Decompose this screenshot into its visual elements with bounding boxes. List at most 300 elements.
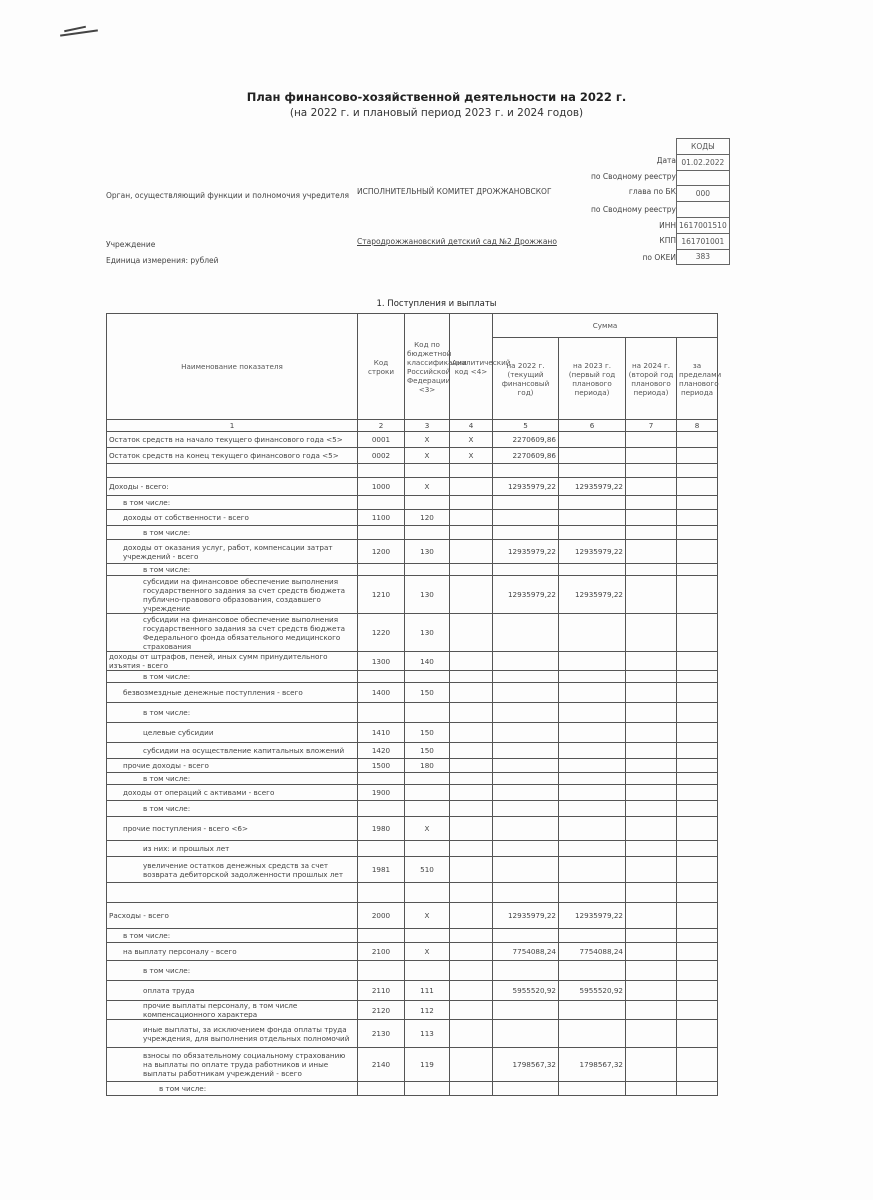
row-value-2022 [493, 785, 559, 801]
organ-value: ИСПОЛНИТЕЛЬНЫЙ КОМИТЕТ ДРОЖЖАНОВСКОГ [357, 187, 552, 196]
row-kbk [405, 801, 450, 817]
table-row [107, 773, 718, 785]
code-date: 01.02.2022 [677, 154, 730, 170]
table-row [107, 1020, 718, 1048]
row-name: в том числе: [107, 801, 358, 817]
row-code: 2100 [358, 943, 405, 961]
table-row [107, 841, 718, 857]
row-code: 1100 [358, 510, 405, 526]
institution-label: Учреждение [106, 240, 156, 249]
row-kbk [405, 526, 450, 540]
section-title: 1. Поступления и выплаты [376, 299, 497, 309]
table-row [107, 614, 718, 652]
row-name: Остаток средств на конец текущего финансового года <5> [107, 448, 358, 464]
institution-value: Стародрожжановский детский сад №2 Дрожжано [357, 237, 557, 246]
row-kbk: 150 [405, 743, 450, 759]
row-value-2024 [626, 540, 677, 564]
row-value-2024 [626, 785, 677, 801]
row-value-2022 [493, 1001, 559, 1020]
row-value-2024 [626, 703, 677, 723]
row-name: доходы от операций с активами - всего [107, 785, 358, 801]
row-value-2022 [493, 496, 559, 510]
row-value-2022 [493, 510, 559, 526]
row-code: 1981 [358, 857, 405, 883]
row-code: 0001 [358, 432, 405, 448]
row-analytic: X [450, 432, 493, 448]
table-row [107, 883, 718, 903]
column-number: 8 [677, 420, 718, 432]
row-kbk: X [405, 432, 450, 448]
row-value-beyond [677, 961, 718, 981]
row-kbk: 112 [405, 1001, 450, 1020]
row-value-2023 [559, 464, 626, 478]
column-number: 4 [450, 420, 493, 432]
row-value-beyond [677, 759, 718, 773]
column-number: 2 [358, 420, 405, 432]
row-name [107, 464, 358, 478]
row-value-beyond [677, 576, 718, 614]
row-code: 1200 [358, 540, 405, 564]
row-kbk [405, 841, 450, 857]
row-value-2023 [559, 526, 626, 540]
row-value-2023 [559, 841, 626, 857]
row-name: в том числе: [107, 564, 358, 576]
table-row [107, 943, 718, 961]
row-kbk [405, 464, 450, 478]
code-okei: 383 [677, 249, 730, 265]
row-analytic [450, 576, 493, 614]
row-analytic [450, 883, 493, 903]
codes-table [676, 138, 730, 265]
row-value-beyond [677, 801, 718, 817]
row-value-2024 [626, 929, 677, 943]
row-value-beyond [677, 448, 718, 464]
row-name: в том числе: [107, 496, 358, 510]
row-analytic [450, 1048, 493, 1082]
row-value-2024 [626, 743, 677, 759]
row-value-2024 [626, 448, 677, 464]
row-value-2022: 1798567,32 [493, 1048, 559, 1082]
table-row [107, 857, 718, 883]
row-value-2022 [493, 652, 559, 671]
row-value-beyond [677, 1048, 718, 1082]
row-code [358, 929, 405, 943]
row-kbk: 130 [405, 614, 450, 652]
row-code: 1900 [358, 785, 405, 801]
row-value-2022: 2270609,86 [493, 432, 559, 448]
header-2024: на 2024 г. (второй год планового периода) [626, 338, 677, 420]
row-analytic [450, 943, 493, 961]
row-value-beyond [677, 564, 718, 576]
row-kbk [405, 1082, 450, 1096]
row-value-2022 [493, 526, 559, 540]
row-value-beyond [677, 614, 718, 652]
row-value-2022 [493, 961, 559, 981]
header-name: Наименование показателя [107, 314, 358, 420]
header-kbk: Код по бюджетной классификации Российской Федерации <3> [405, 314, 450, 420]
row-analytic [450, 817, 493, 841]
row-code [358, 773, 405, 785]
table-row [107, 961, 718, 981]
table-row [107, 432, 718, 448]
row-value-2023: 7754088,24 [559, 943, 626, 961]
row-code [358, 841, 405, 857]
label-glava: глава по БК [628, 187, 676, 196]
header-analytic: Аналитический код <4> [450, 314, 493, 420]
row-kbk: X [405, 478, 450, 496]
row-value-beyond [677, 883, 718, 903]
column-number: 3 [405, 420, 450, 432]
row-value-2024 [626, 510, 677, 526]
row-analytic [450, 929, 493, 943]
table-body [107, 432, 718, 1096]
row-value-2024 [626, 801, 677, 817]
row-code: 1300 [358, 652, 405, 671]
table-row [107, 929, 718, 943]
row-value-beyond [677, 1001, 718, 1020]
row-value-2022 [493, 929, 559, 943]
row-value-beyond [677, 903, 718, 929]
row-value-2023 [559, 652, 626, 671]
row-code [358, 526, 405, 540]
row-value-2022 [493, 817, 559, 841]
row-value-beyond [677, 785, 718, 801]
row-value-2023: 12935979,22 [559, 540, 626, 564]
row-analytic [450, 510, 493, 526]
row-name: прочие доходы - всего [107, 759, 358, 773]
row-name: субсидии на финансовое обеспечение выполнения государственного задания за счет средств бюджета публично-правового образования, создавшего учреждение [107, 576, 358, 614]
row-value-beyond [677, 743, 718, 759]
row-code: 1410 [358, 723, 405, 743]
header-2023: на 2023 г. (первый год планового периода) [559, 338, 626, 420]
codes-title: КОДЫ [677, 139, 730, 155]
row-value-beyond [677, 526, 718, 540]
row-name: в том числе: [107, 929, 358, 943]
row-kbk [405, 961, 450, 981]
row-analytic [450, 671, 493, 683]
row-kbk: 140 [405, 652, 450, 671]
row-value-2024 [626, 496, 677, 510]
row-value-2024 [626, 432, 677, 448]
label-okei: по ОКЕИ [642, 253, 676, 262]
row-name: в том числе: [107, 773, 358, 785]
row-value-2024 [626, 478, 677, 496]
row-value-2024 [626, 614, 677, 652]
row-value-2022: 12935979,22 [493, 903, 559, 929]
row-value-beyond [677, 671, 718, 683]
row-value-2022 [493, 1082, 559, 1096]
label-inn: ИНН [659, 221, 676, 230]
row-value-2024 [626, 773, 677, 785]
row-value-2022: 12935979,22 [493, 540, 559, 564]
table-row [107, 671, 718, 683]
row-value-2022 [493, 703, 559, 723]
table-row [107, 478, 718, 496]
row-kbk [405, 496, 450, 510]
column-number: 5 [493, 420, 559, 432]
row-value-2023 [559, 496, 626, 510]
row-value-2022 [493, 723, 559, 743]
row-value-beyond [677, 981, 718, 1001]
code-svodny-2 [677, 202, 730, 218]
table-row [107, 1048, 718, 1082]
row-value-2024 [626, 817, 677, 841]
row-value-2023 [559, 929, 626, 943]
row-value-2024 [626, 1082, 677, 1096]
row-value-2024 [626, 903, 677, 929]
row-value-2023 [559, 883, 626, 903]
row-code [358, 961, 405, 981]
row-kbk: 111 [405, 981, 450, 1001]
row-analytic [450, 652, 493, 671]
row-name: иные выплаты, за исключением фонда оплаты труда учреждения, для выполнения отдельных полномочий [107, 1020, 358, 1048]
table-row [107, 510, 718, 526]
table-row [107, 759, 718, 773]
row-value-2022 [493, 683, 559, 703]
row-name: в том числе: [107, 526, 358, 540]
code-svodny-1 [677, 170, 730, 186]
row-value-2022 [493, 671, 559, 683]
table-row [107, 785, 718, 801]
row-value-2023 [559, 1082, 626, 1096]
page-title: План финансово-хозяйственной деятельности на 2022 г. [246, 90, 627, 104]
row-value-2023 [559, 723, 626, 743]
row-code [358, 671, 405, 683]
row-name: прочие поступления - всего <6> [107, 817, 358, 841]
header-beyond: за пределами планового периода [677, 338, 718, 420]
row-value-2022 [493, 801, 559, 817]
row-value-2022: 12935979,22 [493, 478, 559, 496]
label-svodny-2: по Сводному реестру [591, 205, 676, 214]
column-number: 7 [626, 420, 677, 432]
row-code [358, 703, 405, 723]
row-value-2023 [559, 671, 626, 683]
label-date: Дата [656, 156, 676, 165]
row-kbk: 113 [405, 1020, 450, 1048]
row-value-2022 [493, 564, 559, 576]
row-value-beyond [677, 683, 718, 703]
row-code: 2130 [358, 1020, 405, 1048]
row-value-2023 [559, 817, 626, 841]
row-analytic [450, 961, 493, 981]
row-code: 1980 [358, 817, 405, 841]
row-code: 1500 [358, 759, 405, 773]
row-kbk: X [405, 903, 450, 929]
table-row [107, 723, 718, 743]
row-value-2023: 12935979,22 [559, 478, 626, 496]
row-value-beyond [677, 478, 718, 496]
row-value-beyond [677, 1020, 718, 1048]
table-row [107, 576, 718, 614]
row-analytic [450, 903, 493, 929]
row-value-2024 [626, 683, 677, 703]
row-analytic [450, 773, 493, 785]
row-analytic [450, 703, 493, 723]
row-kbk [405, 773, 450, 785]
row-value-2023 [559, 773, 626, 785]
row-value-2024 [626, 526, 677, 540]
row-value-beyond [677, 703, 718, 723]
row-value-2024 [626, 1020, 677, 1048]
row-value-2023 [559, 1020, 626, 1048]
row-analytic [450, 759, 493, 773]
row-name: доходы от собственности - всего [107, 510, 358, 526]
row-value-beyond [677, 723, 718, 743]
row-value-beyond [677, 841, 718, 857]
header-code: Код строки [358, 314, 405, 420]
table-row [107, 652, 718, 671]
row-kbk: X [405, 817, 450, 841]
row-value-2024 [626, 564, 677, 576]
row-kbk [405, 883, 450, 903]
row-kbk [405, 703, 450, 723]
row-name: увеличение остатков денежных средств за счет возврата дебиторской задолженности прошлых лет [107, 857, 358, 883]
row-value-2024 [626, 576, 677, 614]
row-name: на выплату персоналу - всего [107, 943, 358, 961]
row-name: целевые субсидии [107, 723, 358, 743]
row-value-beyond [677, 943, 718, 961]
table-row [107, 1082, 718, 1096]
table-row [107, 464, 718, 478]
row-name: доходы от оказания услуг, работ, компенсации затрат учреждений - всего [107, 540, 358, 564]
row-name: в том числе: [107, 671, 358, 683]
row-analytic [450, 801, 493, 817]
row-value-2023 [559, 683, 626, 703]
table-row [107, 540, 718, 564]
row-value-2022 [493, 759, 559, 773]
row-value-2022 [493, 743, 559, 759]
row-value-2023 [559, 448, 626, 464]
row-kbk [405, 671, 450, 683]
row-kbk [405, 929, 450, 943]
row-value-2023 [559, 510, 626, 526]
row-value-2024 [626, 883, 677, 903]
page-subtitle: (на 2022 г. и плановый период 2023 г. и 2024 годов) [289, 107, 584, 119]
row-value-beyond [677, 432, 718, 448]
row-value-2024 [626, 841, 677, 857]
row-name: из них: и прошлых лет [107, 841, 358, 857]
table-row [107, 526, 718, 540]
row-value-2022: 2270609,86 [493, 448, 559, 464]
row-value-2022: 12935979,22 [493, 576, 559, 614]
row-code: 2000 [358, 903, 405, 929]
row-analytic [450, 496, 493, 510]
row-value-2024 [626, 652, 677, 671]
row-value-2023 [559, 961, 626, 981]
row-value-2023 [559, 703, 626, 723]
row-code: 2110 [358, 981, 405, 1001]
label-svodny-1: по Сводному реестру [591, 172, 676, 181]
row-analytic [450, 1020, 493, 1048]
row-value-2024 [626, 1048, 677, 1082]
row-analytic [450, 785, 493, 801]
table-row [107, 981, 718, 1001]
row-value-beyond [677, 464, 718, 478]
row-value-2023 [559, 759, 626, 773]
row-name: Остаток средств на начало текущего финансового года <5> [107, 432, 358, 448]
row-code: 1220 [358, 614, 405, 652]
row-value-2023 [559, 857, 626, 883]
code-inn: 1617001510 [677, 217, 730, 233]
row-analytic [450, 683, 493, 703]
row-analytic [450, 1001, 493, 1020]
row-name: Расходы - всего [107, 903, 358, 929]
row-value-2024 [626, 671, 677, 683]
row-value-2023: 5955520,92 [559, 981, 626, 1001]
table-row [107, 683, 718, 703]
row-analytic [450, 841, 493, 857]
code-glava: 000 [677, 186, 730, 202]
row-analytic [450, 464, 493, 478]
row-kbk: X [405, 448, 450, 464]
row-value-2022 [493, 1020, 559, 1048]
row-name: прочие выплаты персоналу, в том числе компенсационного характера [107, 1001, 358, 1020]
organ-label: Орган, осуществляющий функции и полномочия учредителя [106, 191, 350, 200]
row-value-2023 [559, 564, 626, 576]
row-code [358, 801, 405, 817]
row-analytic [450, 857, 493, 883]
row-code [358, 496, 405, 510]
table-row [107, 564, 718, 576]
row-value-2023 [559, 614, 626, 652]
row-value-2022 [493, 464, 559, 478]
row-code: 0002 [358, 448, 405, 464]
row-code: 1210 [358, 576, 405, 614]
header-2022: на 2022 г. (текущий финансовый год) [493, 338, 559, 420]
row-value-2023: 12935979,22 [559, 903, 626, 929]
row-code [358, 883, 405, 903]
row-kbk: 119 [405, 1048, 450, 1082]
row-value-2022 [493, 883, 559, 903]
table-row [107, 903, 718, 929]
row-name: в том числе: [107, 703, 358, 723]
table-row [107, 1001, 718, 1020]
row-analytic [450, 743, 493, 759]
row-name: субсидии на финансовое обеспечение выполнения государственного задания за счет средств бюджета Федерального фонда обязательного медицинского страхования [107, 614, 358, 652]
row-name: безвозмездные денежные поступления - всего [107, 683, 358, 703]
row-value-2023 [559, 785, 626, 801]
table-row [107, 448, 718, 464]
row-code [358, 1082, 405, 1096]
label-kpp: КПП [659, 236, 676, 245]
row-kbk: 150 [405, 683, 450, 703]
row-value-2024 [626, 857, 677, 883]
row-code [358, 464, 405, 478]
row-value-2024 [626, 1001, 677, 1020]
row-value-beyond [677, 510, 718, 526]
row-analytic [450, 540, 493, 564]
row-analytic [450, 614, 493, 652]
row-name: оплата труда [107, 981, 358, 1001]
table-row [107, 496, 718, 510]
row-name: субсидии на осуществление капитальных вложений [107, 743, 358, 759]
row-analytic: X [450, 448, 493, 464]
header-sum: Сумма [493, 314, 718, 338]
table-row [107, 703, 718, 723]
table-row [107, 801, 718, 817]
row-value-2023 [559, 1001, 626, 1020]
row-value-beyond [677, 929, 718, 943]
row-code: 2120 [358, 1001, 405, 1020]
row-value-2023: 1798567,32 [559, 1048, 626, 1082]
column-numbers-row [107, 420, 718, 432]
row-value-2024 [626, 961, 677, 981]
row-value-2023: 12935979,22 [559, 576, 626, 614]
row-value-beyond [677, 1082, 718, 1096]
row-analytic [450, 981, 493, 1001]
finance-table [106, 313, 722, 1096]
row-code: 1420 [358, 743, 405, 759]
